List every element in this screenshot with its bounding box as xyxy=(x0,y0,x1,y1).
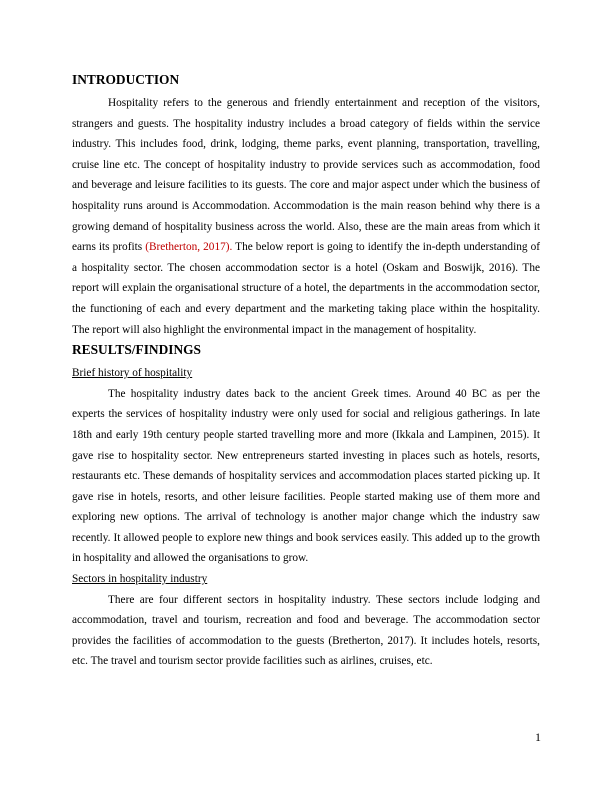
introduction-paragraph xyxy=(72,93,540,340)
sectors-paragraph: There are four different sectors in hospitality industry. These sectors include lodging and accommodation, travel and tourism, recreation and food and beverage. The accommodation sector provides the facilities of accommodation to the guests (Bretherton, 2017). It includes hotels, resorts, etc. The travel and tourism sector provide facilities such as airlines, cruises, etc. xyxy=(72,593,540,668)
sectors-subheading: Sectors in hospitality industry xyxy=(72,573,208,586)
history-paragraph: The hospitality industry dates back to the ancient Greek times. Around 40 BC as per the experts the services of hospitality industry were only used for social and religious gatherings. In late 18th and early 19th century people started travelling more and more (Ikkala and Lampinen, 2015). It gave rise to hospitality sector. New entrepreneurs started investing in places such as hotels, resorts, restaurants etc. These demands of hospitality services and accommodation places started picking up. It gave rise in hotels, resorts, and other leisure facilities. People started making use of them more and exploring new options. The arrival of technology is another major change which the industry saw recently. It allowed people to explore new things and book services easily. This added up to the growth in hospitality and allowed the organisations to grow. xyxy=(72,387,540,565)
intro-text-start: Hospitality refers to the generous and friendly entertainment and reception of the visitors, strangers and guests. The hospitality industry includes a broad category of fields within the service industry. This includes food, drink, lodging, theme parks, event planning, transportation, travelling, cruise line etc. The concept of hospitality industry to provide services such as accommodation, food and beverage and leisure facilities to its guests. The core and major aspect under which the business of hospitality runs around is Accommodation. Accommodation is the main reason behind why there is a growing demand of hospitality business across the world. Also, these are the main areas from which it earns its profits xyxy=(72,97,540,254)
citation-bretherton: (Bretherton, 2017). xyxy=(145,241,233,254)
page-content xyxy=(72,71,540,672)
results-heading: RESULTS/FINDINGS xyxy=(72,342,201,358)
intro-text-end: The below report is going to identify the in-depth understanding of a hospitality sector. The chosen accommodation sector is a hotel (Oskam and Boswijk, 2016). The report will explain the organisational structure of a hotel, the departments in the accommodation sector, the functioning of each and every department and the marketing taking place within the hospitality. The report will also highlight the environmental impact in the management of hospitality. xyxy=(72,241,540,336)
page-number: 1 xyxy=(535,730,541,744)
introduction-heading: INTRODUCTION xyxy=(72,72,180,87)
history-subheading: Brief history of hospitality xyxy=(72,367,193,380)
